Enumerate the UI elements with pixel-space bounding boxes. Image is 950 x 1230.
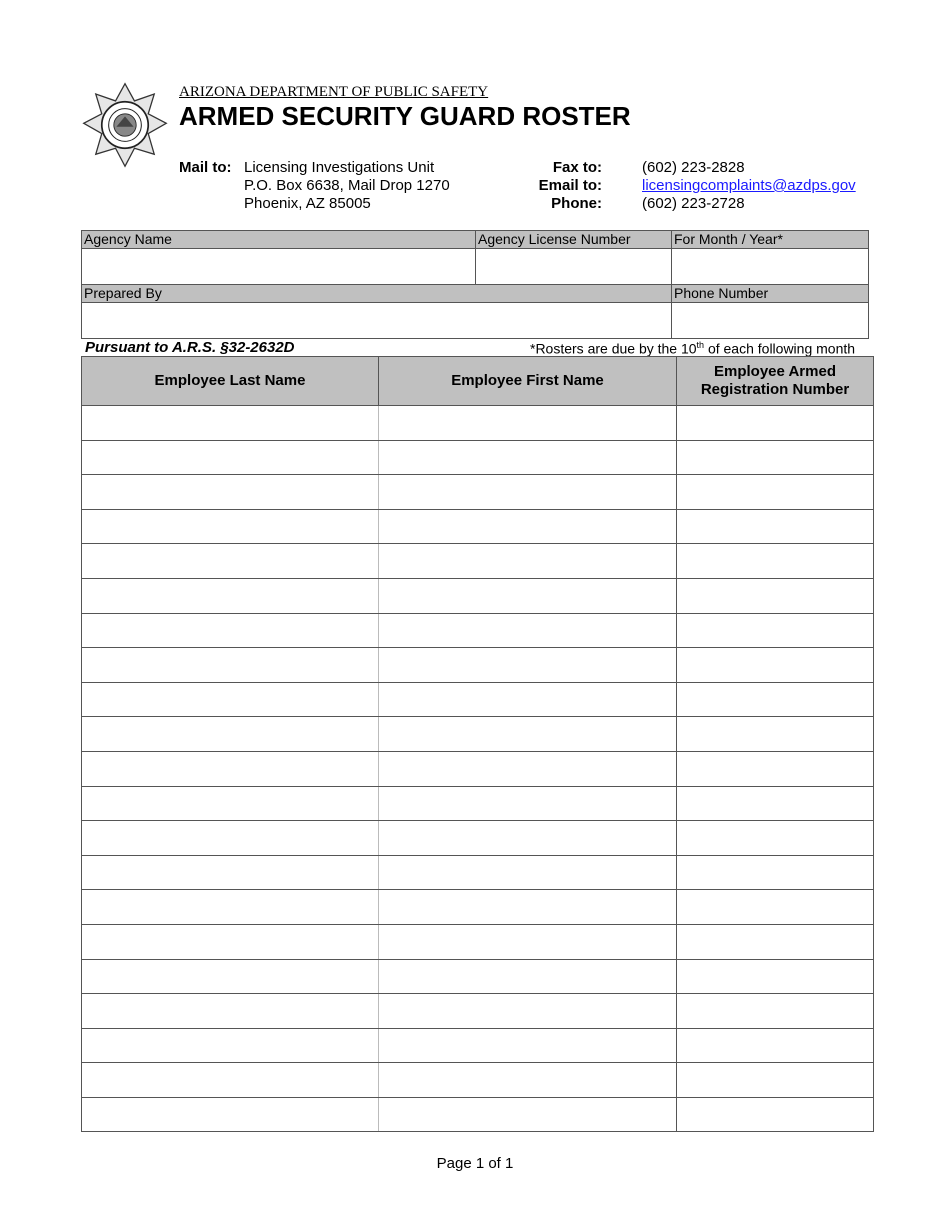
first-name-cell[interactable] (379, 579, 676, 613)
table-row (82, 821, 874, 856)
first-name-cell[interactable] (379, 648, 676, 682)
registration-number-cell[interactable] (677, 441, 873, 475)
last-name-cell[interactable] (82, 752, 378, 786)
month-year-field[interactable] (672, 249, 868, 284)
address-line: Licensing Investigations Unit (244, 159, 435, 176)
last-name-cell[interactable] (82, 717, 378, 751)
registration-number-cell[interactable] (677, 856, 873, 890)
first-name-cell[interactable] (379, 890, 676, 924)
last-name-cell[interactable] (82, 1029, 378, 1063)
phone-number-field[interactable] (672, 303, 868, 338)
registration-number-cell[interactable] (677, 406, 873, 440)
table-row (82, 578, 874, 613)
agency-name-field[interactable] (82, 249, 475, 284)
first-name-cell[interactable] (379, 441, 676, 475)
registration-number-cell[interactable] (677, 648, 873, 682)
registration-number-cell[interactable] (677, 475, 873, 509)
month-year-label: For Month / Year* (672, 231, 869, 249)
last-name-cell[interactable] (82, 441, 378, 475)
registration-number-cell[interactable] (677, 683, 873, 717)
first-name-cell[interactable] (379, 821, 676, 855)
last-name-cell[interactable] (82, 856, 378, 890)
page-number: Page 1 of 1 (436, 1155, 514, 1172)
fax-number: (602) 223-2828 (642, 159, 745, 176)
table-row (82, 1097, 874, 1132)
table-row (82, 924, 874, 959)
registration-number-cell[interactable] (677, 579, 873, 613)
first-name-cell[interactable] (379, 717, 676, 751)
first-name-cell[interactable] (379, 752, 676, 786)
last-name-cell[interactable] (82, 683, 378, 717)
dps-star-badge-icon (82, 82, 168, 168)
col-registration-number: Employee Armed Registration Number (677, 357, 874, 406)
first-name-cell[interactable] (379, 510, 676, 544)
table-row (82, 717, 874, 752)
table-row (82, 855, 874, 890)
table-row (82, 786, 874, 821)
last-name-cell[interactable] (82, 925, 378, 959)
registration-number-cell[interactable] (677, 994, 873, 1028)
agency-license-field[interactable] (476, 249, 671, 284)
address-line: Phoenix, AZ 85005 (244, 195, 371, 212)
registration-number-cell[interactable] (677, 1063, 873, 1097)
fax-label: Fax to: (552, 159, 602, 176)
registration-number-cell[interactable] (677, 614, 873, 648)
table-row (82, 475, 874, 510)
last-name-cell[interactable] (82, 1098, 378, 1132)
last-name-cell[interactable] (82, 579, 378, 613)
table-row (82, 682, 874, 717)
last-name-cell[interactable] (82, 821, 378, 855)
table-row (82, 648, 874, 683)
registration-number-cell[interactable] (677, 544, 873, 578)
first-name-cell[interactable] (379, 1063, 676, 1097)
address-line: P.O. Box 6638, Mail Drop 1270 (244, 177, 450, 194)
first-name-cell[interactable] (379, 1029, 676, 1063)
first-name-cell[interactable] (379, 787, 676, 821)
registration-number-cell[interactable] (677, 1029, 873, 1063)
last-name-cell[interactable] (82, 406, 378, 440)
first-name-cell[interactable] (379, 994, 676, 1028)
agency-license-label: Agency License Number (476, 231, 672, 249)
table-row (82, 406, 874, 441)
last-name-cell[interactable] (82, 510, 378, 544)
registration-number-cell[interactable] (677, 787, 873, 821)
first-name-cell[interactable] (379, 475, 676, 509)
table-row (82, 751, 874, 786)
registration-number-cell[interactable] (677, 752, 873, 786)
table-row (82, 613, 874, 648)
contact-values (642, 159, 856, 213)
col-last-name: Employee Last Name (82, 357, 379, 406)
last-name-cell[interactable] (82, 994, 378, 1028)
pursuant-statute: Pursuant to A.R.S. §32-2632D (85, 339, 295, 356)
registration-number-cell[interactable] (677, 717, 873, 751)
roster-table (81, 356, 874, 1132)
first-name-cell[interactable] (379, 406, 676, 440)
registration-number-cell[interactable] (677, 510, 873, 544)
last-name-cell[interactable] (82, 890, 378, 924)
last-name-cell[interactable] (82, 648, 378, 682)
col-first-name: Employee First Name (379, 357, 677, 406)
table-row (82, 509, 874, 544)
agency-info-table (81, 230, 869, 339)
first-name-cell[interactable] (379, 544, 676, 578)
mail-to-label: Mail to: (179, 159, 232, 176)
phone-label: Phone: (551, 195, 602, 212)
first-name-cell[interactable] (379, 960, 676, 994)
agency-name-label: Agency Name (82, 231, 476, 249)
table-row (82, 890, 874, 925)
prepared-by-field[interactable] (82, 303, 671, 338)
table-row (82, 544, 874, 579)
phone-number-label: Phone Number (672, 285, 869, 303)
department-name: ARIZONA DEPARTMENT OF PUBLIC SAFETY (179, 84, 489, 100)
first-name-cell[interactable] (379, 683, 676, 717)
table-row (82, 440, 874, 475)
registration-number-cell[interactable] (677, 1098, 873, 1132)
table-row (82, 959, 874, 994)
registration-number-cell[interactable] (677, 925, 873, 959)
phone-number: (602) 223-2728 (642, 195, 745, 212)
table-row (82, 994, 874, 1029)
registration-number-cell[interactable] (677, 890, 873, 924)
form-title: ARMED SECURITY GUARD ROSTER (179, 101, 631, 131)
due-date-note: *Rosters are due by the 10th of each following month (530, 340, 856, 357)
last-name-cell[interactable] (82, 960, 378, 994)
last-name-cell[interactable] (82, 475, 378, 509)
table-row (82, 1028, 874, 1063)
registration-number-cell[interactable] (677, 960, 873, 994)
table-row (82, 1063, 874, 1098)
last-name-cell[interactable] (82, 1063, 378, 1097)
registration-number-cell[interactable] (677, 821, 873, 855)
first-name-cell[interactable] (379, 614, 676, 648)
first-name-cell[interactable] (379, 925, 676, 959)
last-name-cell[interactable] (82, 544, 378, 578)
last-name-cell[interactable] (82, 787, 378, 821)
email-label: Email to: (538, 177, 602, 194)
mailing-address (244, 159, 450, 213)
first-name-cell[interactable] (379, 1098, 676, 1132)
contact-labels (470, 159, 602, 213)
prepared-by-label: Prepared By (82, 285, 672, 303)
last-name-cell[interactable] (82, 614, 378, 648)
email-link[interactable]: licensingcomplaints@azdps.gov (642, 177, 856, 194)
first-name-cell[interactable] (379, 856, 676, 890)
